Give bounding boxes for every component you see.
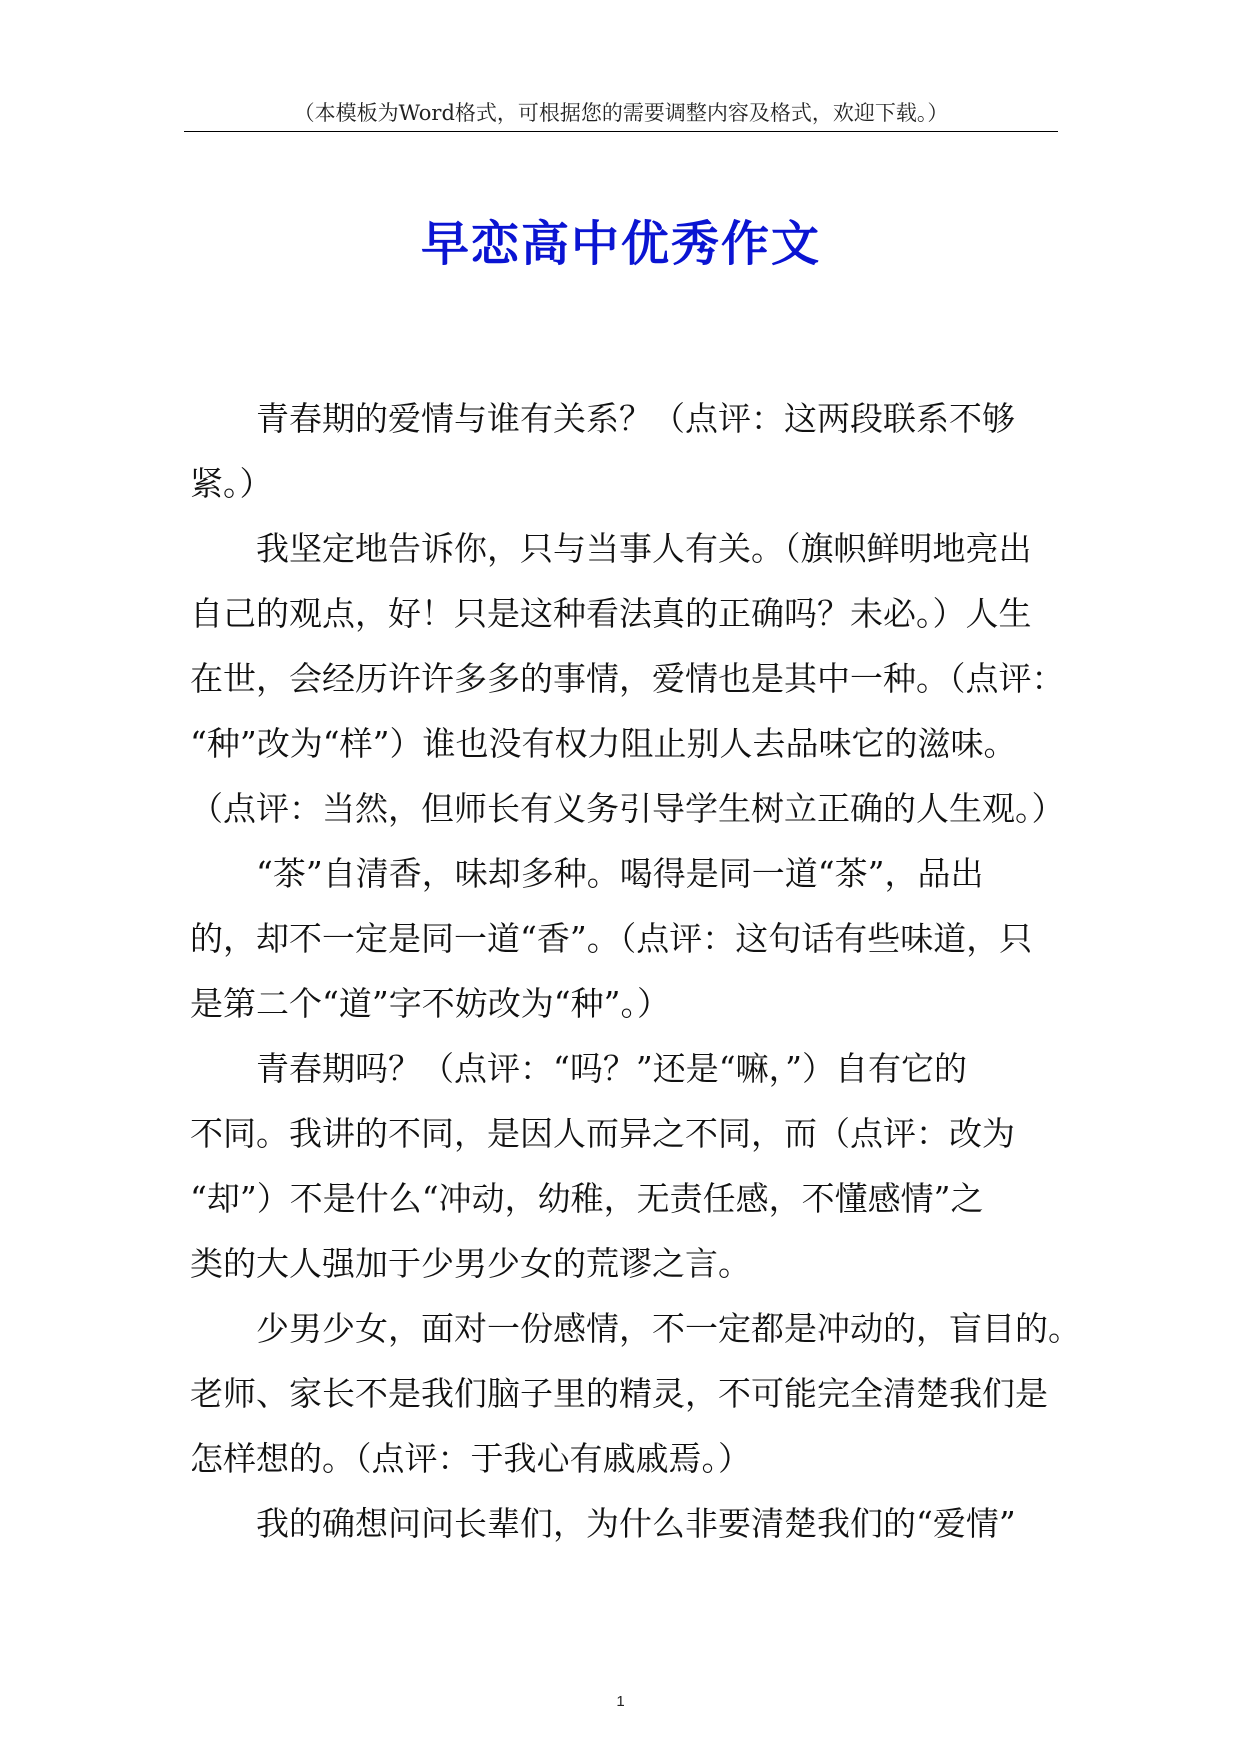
paragraph-line: 怎样想的。（点评：于我心有戚戚焉。） (190, 1439, 751, 1478)
document-title: 早恋高中优秀作文 (420, 216, 821, 272)
header-divider (184, 131, 1058, 132)
paragraph-line: 类的大人强加于少男少女的荒谬之言。 (190, 1244, 751, 1283)
paragraph-line: 的，却不一定是同一道“香”。（点评：这句话有些味道，只 (190, 919, 1033, 958)
paragraph-line: 我的确想问问长辈们，为什么非要清楚我们的“爱情” (256, 1504, 1016, 1543)
paragraph-line: 紧。） (190, 464, 273, 503)
paragraph-6 (190, 1491, 1090, 1556)
paragraph-line: 少男少女，面对一份感情，不一定都是冲动的，盲目的。 (256, 1309, 1081, 1348)
paragraph-line: “种”改为“样”）谁也没有权力阻止别人去品味它的滋味。 (190, 724, 1017, 763)
paragraph-2 (190, 516, 1090, 841)
header-note: （本模板为Word格式，可根据您的需要调整内容及格式，欢迎下载。） (293, 101, 949, 125)
paragraph-line: 老师、家长不是我们脑子里的精灵，不可能完全清楚我们是 (190, 1374, 1048, 1413)
paragraph-line: 是第二个“道”字不妨改为“种”。） (190, 984, 670, 1023)
paragraph-line: “却”）不是什么“冲动，幼稚，无责任感，不懂感情”之 (190, 1179, 984, 1218)
paragraph-line: （点评：当然，但师长有义务引导学生树立正确的人生观。） (190, 789, 1065, 828)
paragraph-line: 青春期吗？（点评：“吗？”还是“嘛，”）自有它的 (256, 1049, 967, 1088)
page-number: 1 (616, 1693, 625, 1710)
paragraph-line: “茶”自清香，味却多种。喝得是同一道“茶”，品出 (256, 854, 984, 893)
document-body (190, 386, 1090, 1556)
paragraph-5 (190, 1296, 1090, 1491)
paragraph-line: 在世，会经历许许多多的事情，爱情也是其中一种。（点评： (190, 659, 1065, 698)
paragraph-line: 不同。我讲的不同，是因人而异之不同，而（点评：改为 (190, 1114, 1015, 1153)
paragraph-1 (190, 386, 1090, 516)
paragraph-3 (190, 841, 1090, 1036)
paragraph-line: 青春期的爱情与谁有关系？（点评：这两段联系不够 (256, 399, 1015, 438)
paragraph-line: 自己的观点，好！只是这种看法真的正确吗？未必。）人生 (190, 594, 1032, 633)
paragraph-line: 我坚定地告诉你，只与当事人有关。（旗帜鲜明地亮出 (256, 529, 1032, 568)
paragraph-4 (190, 1036, 1090, 1296)
